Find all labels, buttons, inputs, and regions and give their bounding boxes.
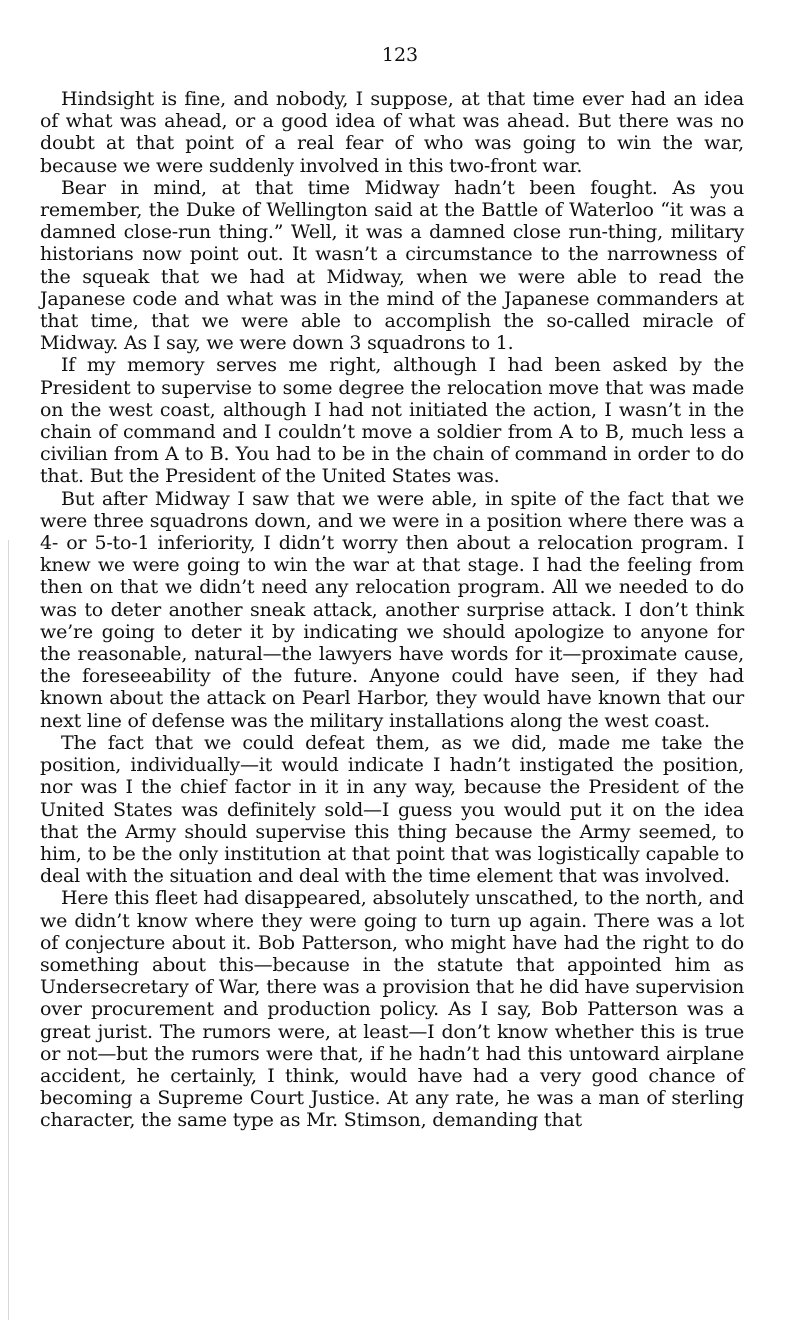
paragraph-2: Bear in mind, at that time Midway hadn’t been fought. As you remember, the Duke of Wellington said at the Battle of Waterloo “it was a damned close-run thing.” Well, it was a damned close run-thing, military historians now point out. It wasn’t a circumstance to the narrowness of the squeak that we had at Midway, when we were able to read the Japanese code and what was in the mind of the Japanese commanders at that time, that we were able to accomplish the so-called miracle of Midway. As I say, we were down 3 squadrons to 1. [40, 176, 744, 355]
page-number: 123 [381, 44, 419, 66]
body-text [40, 88, 744, 1132]
paragraph-1: Hindsight is fine, and nobody, I suppose, at that time ever had an idea of what was ahead, or a good idea of what was ahead. But there was no doubt at that point of a real fear of who was going to win the war, because we were suddenly involved in this two-front war. [40, 88, 744, 177]
paragraph-6: Here this fleet had disappeared, absolutely unscathed, to the north, and we didn’t know where they were going to turn up again. There was a lot of conjecture about it. Bob Patterson, who might have had the right to do something about this—because in the statute that appointed him as Undersecretary of War, there was a provision that he did have supervision over procurement and production policy. As I say, Bob Patterson was a great jurist. The rumors were, at least—I don’t know whether this is true or not—but the rumors were that, if he hadn’t had this untoward airplane accident, he certainly, I think, would have had a very good chance of becoming a Supreme Court Justice. At any rate, he was a man of sterling character, the same type as Mr. Stimson, demanding that [40, 887, 744, 1132]
paragraph-5: The fact that we could defeat them, as we did, made me take the position, individually—it would indicate I hadn’t instigated the position, nor was I the chief factor in it in any way, because the President of the United States was definitely sold—I guess you would put it on the idea that the Army should supervise this thing because the Army seemed, to him, to be the only institution at that point that was logistically capable to deal with the situation and deal with the time element that was involved. [40, 731, 744, 888]
scan-edge-line [8, 540, 9, 1320]
paragraph-3: If my memory serves me right, although I had been asked by the President to supervise to some degree the relocation move that was made on the west coast, although I had not initiated the action, I wasn’t in the chain of command and I couldn’t move a soldier from A to B, much less a civilian from A to B. You had to be in the chain of command in order to do that. But the President of the United States was. [40, 354, 744, 488]
paragraph-4: But after Midway I saw that we were able, in spite of the fact that we were three squadrons down, and we were in a position where there was a 4- or 5-to-1 inferiority, I didn’t worry then about a relocation program. I knew we were going to win the war at that stage. I had the feeling from then on that we didn’t need any relocation program. All we needed to do was to deter another sneak attack, another surprise attack. I don’t think we’re going to deter it by indicating we should apologize to anyone for the reasonable, natural—the lawyers have words for it—proximate cause, the foreseeability of the future. Anyone could have seen, if they had known about the attack on Pearl Harbor, they would have known that our next line of defense was the military installations along the west coast. [40, 487, 744, 732]
